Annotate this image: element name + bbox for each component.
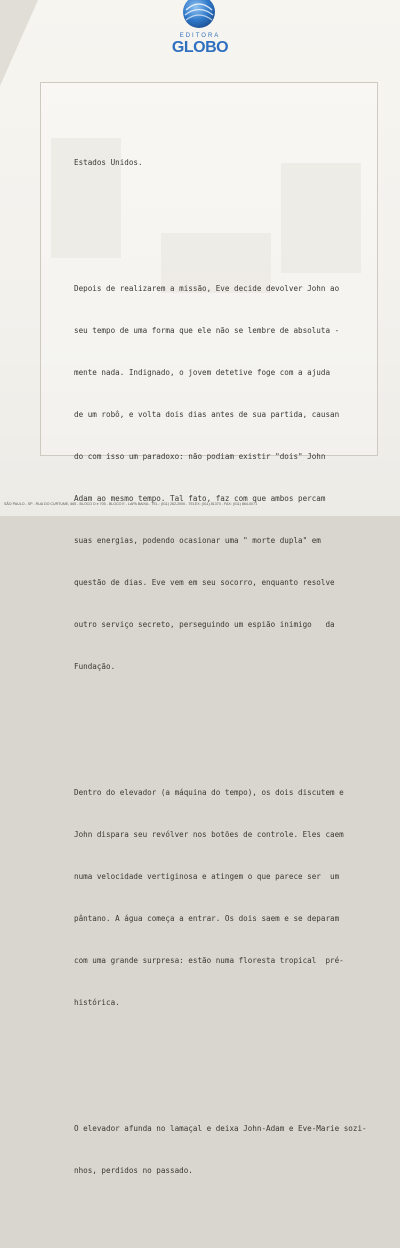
paragraph-3 xyxy=(74,1094,374,1206)
text-line: do com isso um paradoxo: não podiam existir "dois" John xyxy=(74,452,326,461)
logo-name-text: GLOBO xyxy=(171,39,229,56)
text-line: Dentro do elevador (a máquina do tempo), os dois discutem e xyxy=(74,788,344,797)
text-line: de um robô, e volta dois dias antes de sua partida, causan xyxy=(74,410,340,419)
text-line: Fundação. xyxy=(74,662,116,671)
text-line: nhos, perdidos no passado. xyxy=(74,1166,193,1175)
text-line: O elevador afunda no lamaçal e deixa John-Adam e Eve-Marie sozi- xyxy=(74,1124,367,1133)
paragraph-2 xyxy=(74,758,374,1038)
publisher-footer: SÃO PAULO - SP - RUA DO CURTUME, 665 - BLOCO D e 705 - BLOCO E - LAPA BAIXA - TEL.: (011) 262-2000 - TELEX: (011) 81370 - FAX: (011) 864-0071 xyxy=(4,502,258,506)
text-line: John dispara seu revólver nos botões de controle. Eles caem xyxy=(74,830,344,839)
editora-globo-logo xyxy=(168,0,232,64)
paragraph-intro xyxy=(74,128,374,198)
text-line: numa velocidade vertiginosa e atingem o que parece ser um xyxy=(74,872,340,881)
text-line: suas energias, podendo ocasionar uma " morte dupla" em xyxy=(74,536,321,545)
text-line: questão de dias. Eve vem em seu socorro, enquanto resolve xyxy=(74,578,335,587)
paragraph-1 xyxy=(74,254,374,702)
body-text xyxy=(74,100,374,1248)
logo-editora-text: EDITORA xyxy=(179,33,221,39)
text-line: mente nada. Indignado, o jovem detetive foge com a ajuda xyxy=(74,368,331,377)
page-fold xyxy=(0,0,38,86)
globe-icon xyxy=(182,0,216,30)
text-line: outro serviço secreto, perseguindo um espião inimigo da xyxy=(74,620,335,629)
text-line: histórica. xyxy=(74,998,120,1007)
text-line: Depois de realizarem a missão, Eve decide devolver John ao xyxy=(74,284,340,293)
text-line: Adam ao mesmo tempo. Tal fato, faz com que ambos percam xyxy=(74,494,326,503)
text-line: seu tempo de uma forma que ele não se lembre de absoluta - xyxy=(74,326,340,335)
text-line: Estados Unidos. xyxy=(74,158,143,167)
text-line: com uma grande surpresa: estão numa floresta tropical pré- xyxy=(74,956,344,965)
text-line: pântano. A água começa a entrar. Os dois saem e se deparam xyxy=(74,914,340,923)
